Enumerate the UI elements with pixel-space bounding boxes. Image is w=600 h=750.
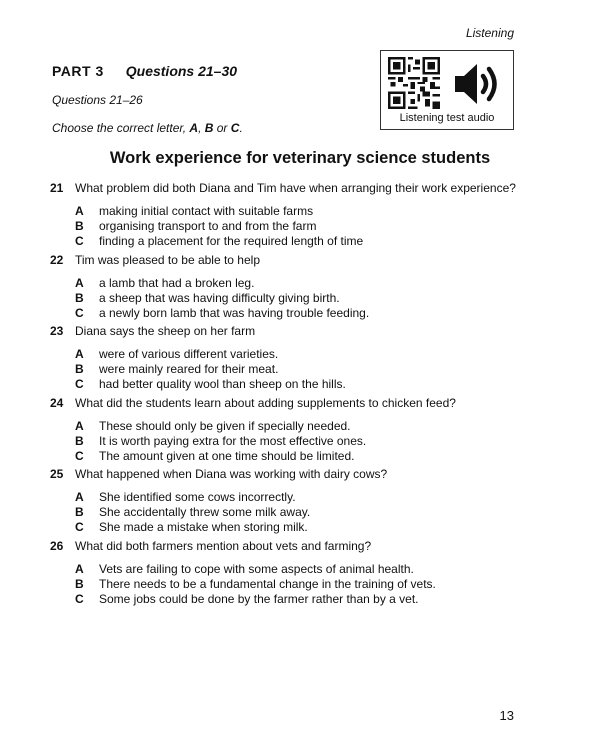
document-title: Work experience for veterinary science students — [109, 149, 491, 167]
option-text: were of various different varieties. — [99, 347, 279, 361]
question-text: Diana says the sheep on her farm — [75, 324, 256, 338]
option-c[interactable] — [50, 377, 570, 392]
option-b[interactable] — [50, 577, 570, 592]
option-text: a newly born lamb that was having trouble feeding. — [99, 306, 370, 320]
question-23 — [50, 323, 570, 392]
option-text: finding a placement for the required length of time — [99, 234, 364, 248]
option-text: were mainly reared for their meat. — [99, 362, 279, 376]
part-label: PART 3 — [52, 63, 104, 79]
option-letter: A — [75, 490, 84, 504]
option-letter: C — [75, 449, 84, 463]
question-number: 23 — [50, 324, 64, 338]
qr-code-icon[interactable] — [388, 57, 440, 109]
option-letter: A — [75, 419, 84, 433]
question-text: What did the students learn about adding supplements to chicken feed? — [75, 396, 456, 410]
sub-range-label: Questions 21–26 — [52, 93, 143, 107]
questions-range: Questions 21–30 — [125, 63, 238, 79]
option-letter: A — [75, 204, 84, 218]
question-number: 22 — [50, 253, 64, 267]
question-text: What happened when Diana was working with dairy cows? — [75, 467, 388, 481]
page-number: 13 — [499, 708, 514, 723]
letter-b: B — [204, 121, 214, 135]
question-22 — [50, 252, 570, 321]
option-a[interactable] — [50, 419, 570, 434]
option-c[interactable] — [50, 520, 570, 535]
letter-a: A — [189, 121, 199, 135]
option-letter: B — [75, 577, 84, 591]
option-letter: A — [75, 276, 84, 290]
option-text: She made a mistake when storing milk. — [99, 520, 308, 534]
option-a[interactable] — [50, 562, 570, 577]
question-25 — [50, 466, 570, 535]
option-a[interactable] — [50, 347, 570, 362]
instruction — [52, 121, 243, 135]
option-b[interactable] — [50, 505, 570, 520]
question-text: Tim was pleased to be able to help — [75, 253, 260, 267]
instruction-period: . — [239, 121, 243, 135]
option-letter: B — [75, 505, 84, 519]
option-text: There needs to be a fundamental change in the training of vets. — [99, 577, 436, 591]
option-b[interactable] — [50, 434, 570, 449]
question-24 — [50, 395, 570, 464]
option-b[interactable] — [50, 219, 570, 234]
option-b[interactable] — [50, 362, 570, 377]
option-letter: B — [75, 434, 84, 448]
option-text: She identified some cows incorrectly. — [99, 490, 296, 504]
option-text: a sheep that was having difficulty giving birth. — [99, 291, 340, 305]
option-a[interactable] — [50, 204, 570, 219]
option-letter: B — [75, 291, 84, 305]
option-c[interactable] — [50, 592, 570, 607]
option-text: had better quality wool than sheep on the hills. — [99, 377, 346, 391]
option-letter: A — [75, 347, 84, 361]
question-26 — [50, 538, 570, 607]
speaker-icon[interactable] — [449, 59, 507, 109]
instruction-or: or — [213, 121, 231, 135]
question-number: 26 — [50, 539, 64, 553]
option-text: Vets are failing to cope with some aspects of animal health. — [99, 562, 414, 576]
option-text: The amount given at one time should be limited. — [99, 449, 355, 463]
option-letter: C — [75, 592, 84, 606]
option-a[interactable] — [50, 490, 570, 505]
option-c[interactable] — [50, 306, 570, 321]
option-letter: A — [75, 562, 84, 576]
audio-box[interactable] — [380, 50, 514, 130]
question-21 — [50, 180, 570, 249]
option-text: making initial contact with suitable farms — [99, 204, 314, 218]
option-text: organising transport to and from the farm — [99, 219, 317, 233]
option-text: These should only be given if specially needed. — [99, 419, 351, 433]
option-text: She accidentally threw some milk away. — [99, 505, 311, 519]
option-a[interactable] — [50, 276, 570, 291]
option-text: Some jobs could be done by the farmer rather than by a vet. — [99, 592, 419, 606]
instruction-prefix: Choose the correct letter, — [52, 121, 190, 135]
letter-c: C — [230, 121, 240, 135]
question-text: What problem did both Diana and Tim have when arranging their work experience? — [75, 181, 516, 195]
section-label: Listening — [465, 26, 514, 40]
option-c[interactable] — [50, 234, 570, 249]
option-letter: B — [75, 362, 84, 376]
option-b[interactable] — [50, 291, 570, 306]
option-letter: B — [75, 219, 84, 233]
option-text: a lamb that had a broken leg. — [99, 276, 255, 290]
option-letter: C — [75, 520, 84, 534]
question-number: 25 — [50, 467, 64, 481]
question-text: What did both farmers mention about vets and farming? — [75, 539, 372, 553]
option-letter: C — [75, 377, 84, 391]
part-heading — [52, 63, 237, 79]
option-letter: C — [75, 306, 84, 320]
option-c[interactable] — [50, 449, 570, 464]
audio-caption: Listening test audio — [399, 112, 495, 124]
option-text: It is worth paying extra for the most effective ones. — [99, 434, 367, 448]
question-number: 24 — [50, 396, 64, 410]
option-letter: C — [75, 234, 84, 248]
instruction-comma: , — [198, 121, 205, 135]
question-number: 21 — [50, 181, 64, 195]
